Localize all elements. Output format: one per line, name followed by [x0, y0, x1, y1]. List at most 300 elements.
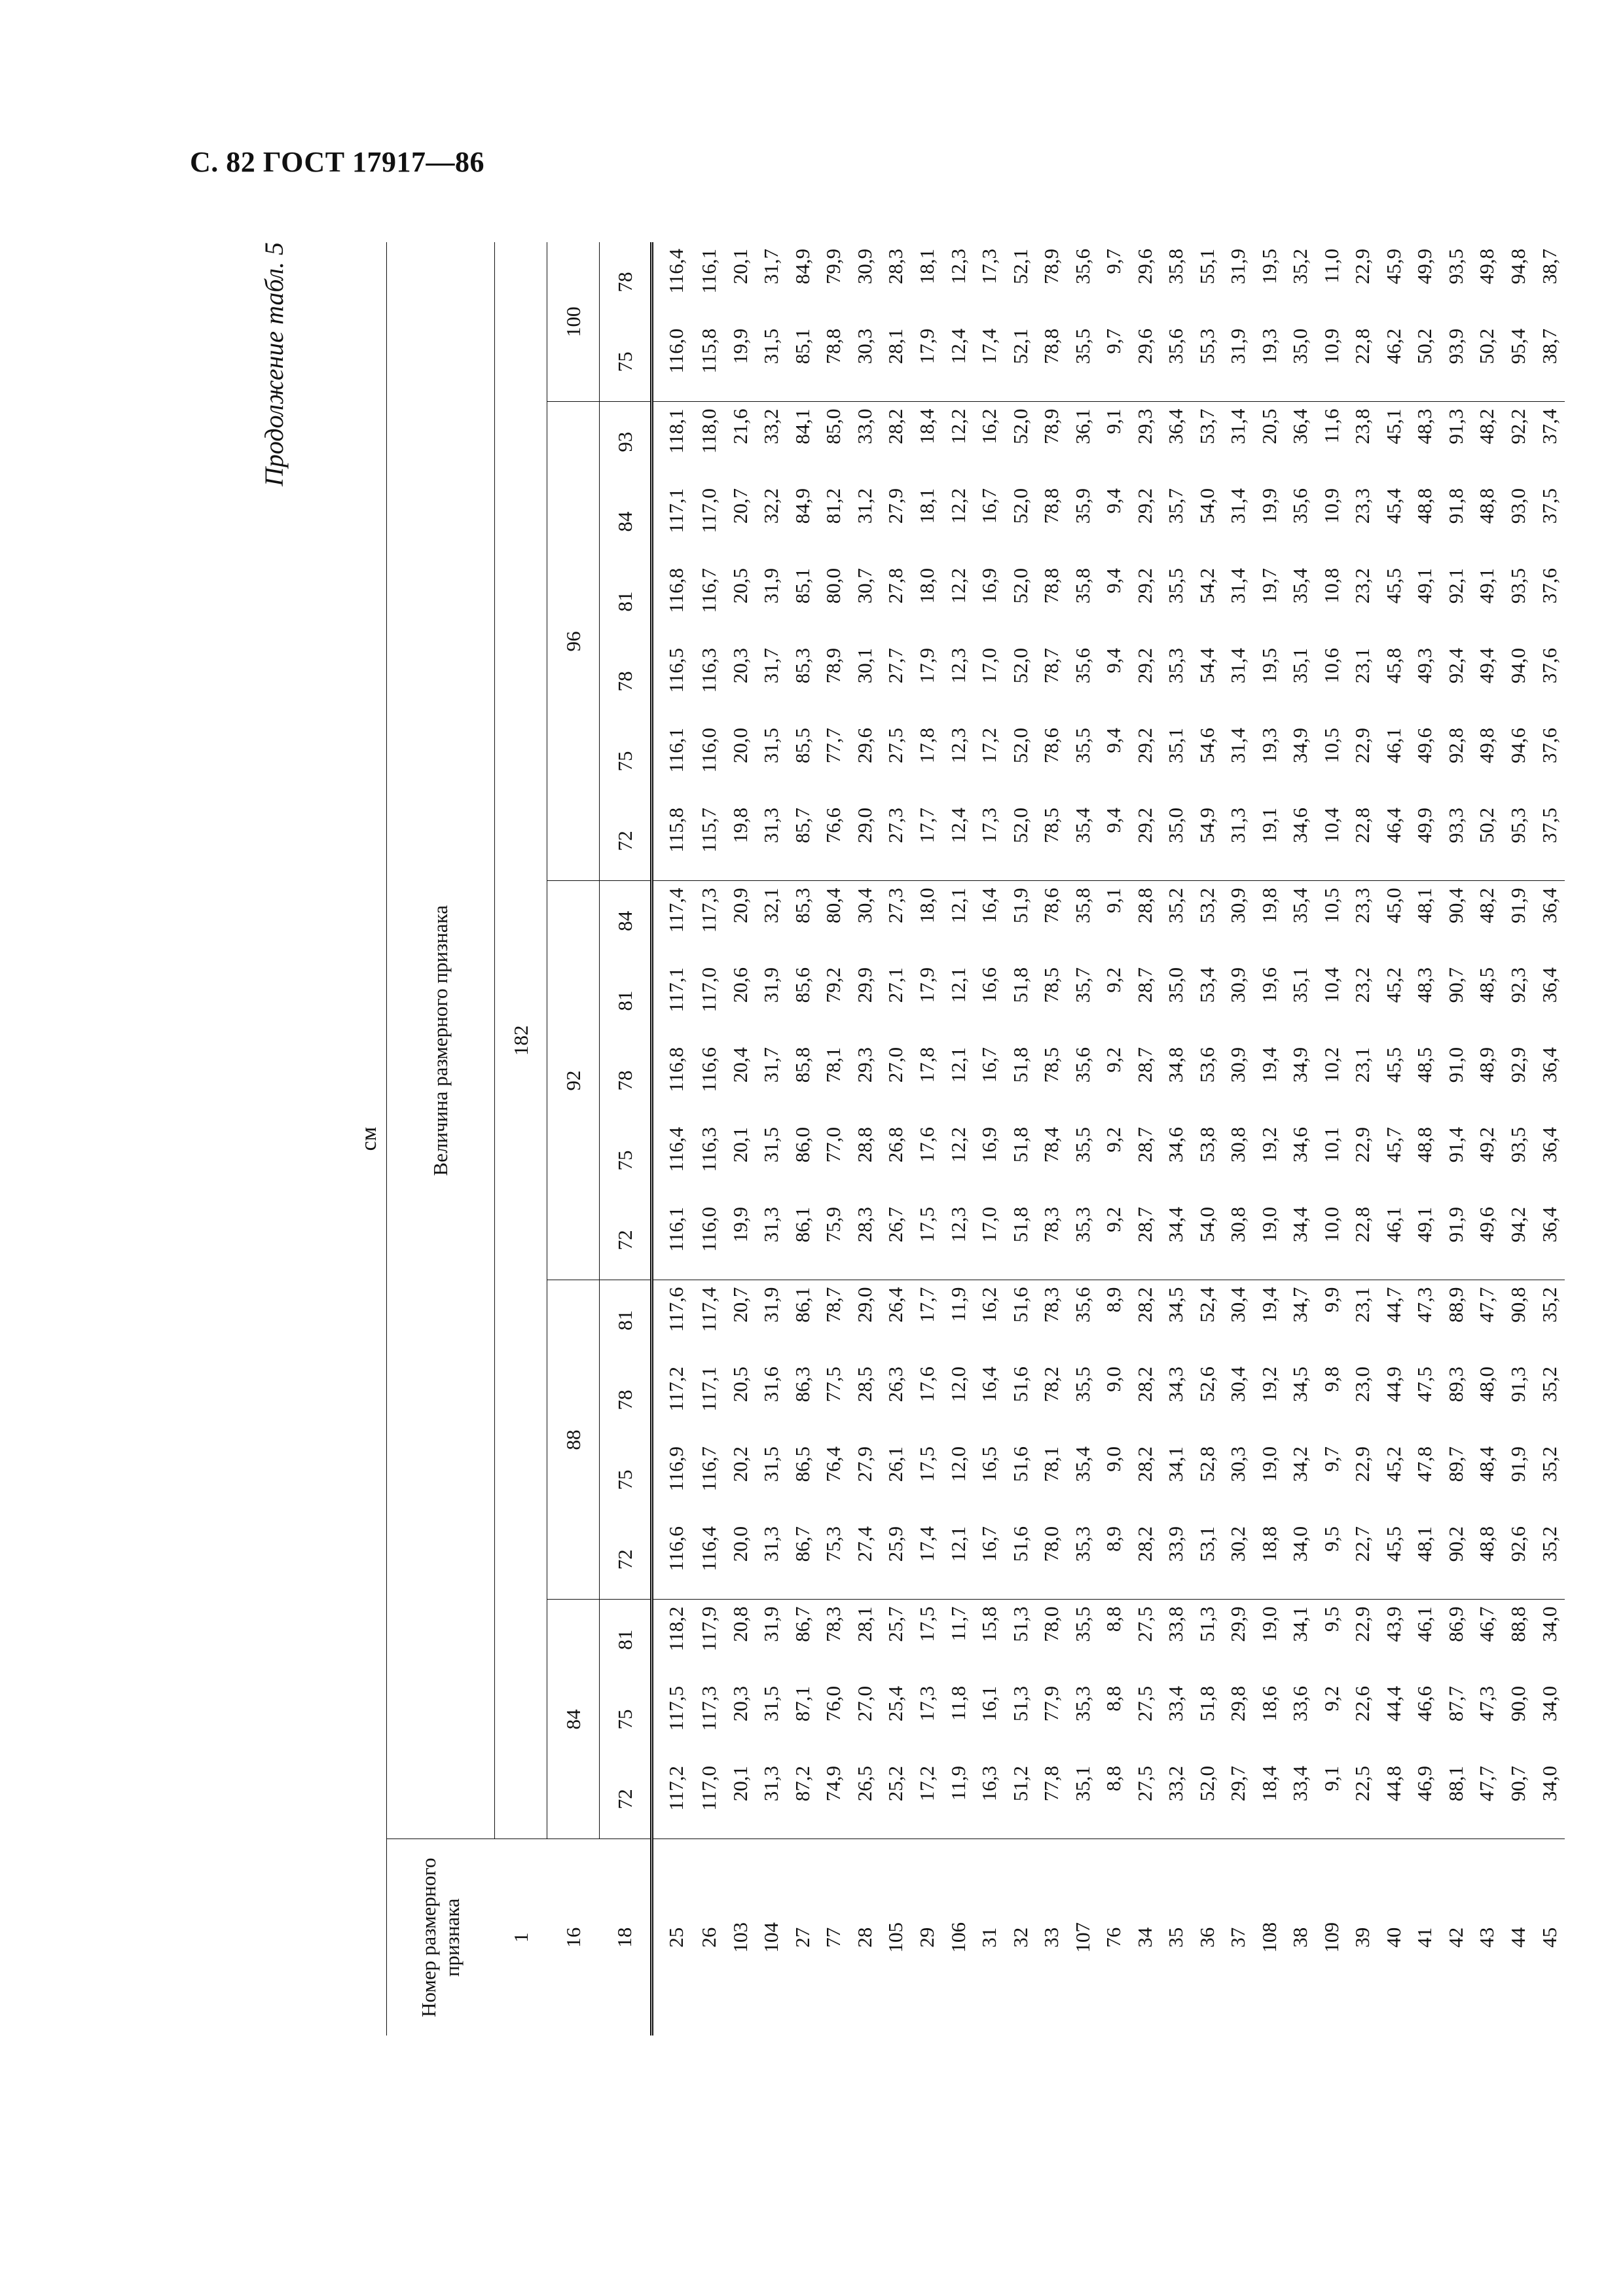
- row-number: 29: [911, 1839, 943, 2036]
- value-cell: 22,9: [1351, 1446, 1374, 1482]
- value-cell: 9,2: [1102, 1047, 1125, 1073]
- row-number: 43: [1471, 1839, 1503, 2036]
- value-cell: 16,7: [977, 1047, 1001, 1083]
- row-number: 105: [880, 1839, 911, 2036]
- value-cell: 33,8: [1164, 1606, 1188, 1642]
- value-cell: 51,3: [1008, 1606, 1032, 1642]
- value-cell: 9,2: [1319, 1686, 1343, 1712]
- value-cell: 20,3: [728, 648, 752, 684]
- header-value-title: Величина размерного признака: [387, 242, 495, 1839]
- value-cell: 49,6: [1413, 728, 1436, 764]
- table-row: [1285, 242, 1316, 2036]
- value-cell: 48,4: [1475, 1446, 1499, 1482]
- table-row: [1409, 242, 1440, 2036]
- value-cell: 116,6: [697, 1047, 721, 1092]
- value-cell: 23,1: [1351, 1047, 1374, 1083]
- value-cell: 93,5: [1506, 1127, 1529, 1163]
- value-cell: 53,1: [1191, 1520, 1222, 1600]
- value-cell: 10,4: [1315, 801, 1347, 881]
- header-p18-value: 72: [600, 801, 652, 881]
- value-cell: 17,6: [915, 1367, 938, 1403]
- value-cell: 78,5: [1036, 801, 1067, 881]
- header-p16-group: 92: [547, 881, 600, 1280]
- value-cell: 23,3: [1351, 488, 1374, 524]
- value-cell: 117,6: [665, 1287, 688, 1333]
- value-cell: 28,8: [852, 1127, 876, 1163]
- value-cell: 48,8: [1475, 488, 1499, 524]
- table-continuation-label: Продолжение табл. 5: [259, 242, 289, 487]
- value-cell: 9,4: [1098, 801, 1129, 881]
- value-cell: 31,9: [759, 568, 783, 604]
- header-p18-value: 84: [600, 482, 652, 562]
- value-cell: 117,1: [665, 967, 688, 1013]
- value-cell: 78,7: [1040, 648, 1063, 684]
- value-cell: 51,9: [1008, 888, 1032, 924]
- header-p16-group: 100: [547, 242, 600, 402]
- table-row: [1533, 242, 1565, 2036]
- value-cell: 116,1: [652, 1200, 694, 1280]
- header-p16-group: 84: [547, 1600, 600, 1839]
- value-cell: 116,4: [693, 1520, 725, 1600]
- value-cell: 20,1: [728, 249, 752, 285]
- header-p18-value: 78: [600, 242, 652, 322]
- value-cell: 35,0: [1164, 967, 1188, 1003]
- table-row: [1503, 242, 1534, 2036]
- size-table: [386, 242, 1565, 2036]
- value-cell: 92,2: [1506, 408, 1529, 444]
- value-cell: 9,1: [1319, 1766, 1343, 1791]
- header-p18-value: 93: [600, 402, 652, 482]
- value-cell: 91,3: [1444, 408, 1467, 444]
- value-cell: 29,6: [1129, 322, 1160, 402]
- value-cell: 45,0: [1381, 888, 1405, 924]
- value-cell: 47,7: [1475, 1287, 1499, 1323]
- value-cell: 115,7: [693, 801, 725, 881]
- value-cell: 35,3: [1067, 1520, 1098, 1600]
- value-cell: 45,7: [1381, 1127, 1405, 1163]
- value-cell: 37,5: [1533, 801, 1565, 881]
- value-cell: 29,2: [1133, 488, 1156, 524]
- value-cell: 34,0: [1285, 1520, 1316, 1600]
- value-cell: 30,9: [1226, 967, 1250, 1003]
- value-cell: 20,7: [728, 1287, 752, 1323]
- value-cell: 117,1: [665, 488, 688, 533]
- value-cell: 35,6: [1070, 249, 1094, 285]
- value-cell: 28,2: [1129, 1520, 1160, 1600]
- value-cell: 27,5: [1133, 1686, 1156, 1722]
- value-cell: 31,4: [1226, 648, 1250, 684]
- value-cell: 12,0: [946, 1367, 970, 1403]
- value-cell: 117,3: [697, 888, 721, 933]
- value-cell: 52,4: [1195, 1287, 1218, 1323]
- value-cell: 19,6: [1257, 967, 1281, 1003]
- table-row: [942, 242, 974, 2036]
- value-cell: 78,1: [1040, 1446, 1063, 1482]
- value-cell: 37,6: [1537, 648, 1561, 684]
- row-number: 40: [1377, 1839, 1409, 2036]
- value-cell: 23,2: [1351, 568, 1374, 604]
- value-cell: 118,1: [665, 408, 688, 454]
- value-cell: 117,0: [697, 967, 721, 1013]
- value-cell: 37,4: [1537, 408, 1561, 444]
- value-cell: 29,7: [1226, 1766, 1250, 1802]
- value-cell: 117,0: [697, 1766, 721, 1811]
- value-cell: 35,1: [1164, 728, 1188, 764]
- value-cell: 93,9: [1440, 322, 1472, 402]
- value-cell: 25,9: [880, 1520, 911, 1600]
- value-cell: 78,8: [818, 322, 849, 402]
- value-cell: 26,3: [884, 1367, 907, 1403]
- header-p16-group: 88: [547, 1280, 600, 1600]
- value-cell: 84,1: [790, 408, 814, 444]
- value-cell: 51,6: [1008, 1446, 1032, 1482]
- value-cell: 86,7: [787, 1520, 818, 1600]
- value-cell: 49,8: [1475, 249, 1499, 285]
- value-cell: 49,9: [1409, 801, 1440, 881]
- value-cell: 35,6: [1070, 648, 1094, 684]
- value-cell: 29,6: [1133, 249, 1156, 285]
- value-cell: 19,3: [1257, 728, 1281, 764]
- value-cell: 85,6: [790, 967, 814, 1003]
- value-cell: 46,1: [1381, 728, 1405, 764]
- value-cell: 18,4: [915, 408, 938, 444]
- table-row: [787, 242, 818, 2036]
- value-cell: 10,5: [1319, 728, 1343, 764]
- value-cell: 78,7: [822, 1287, 845, 1323]
- value-cell: 87,7: [1444, 1686, 1467, 1722]
- value-cell: 90,7: [1506, 1766, 1529, 1802]
- value-cell: 10,6: [1319, 648, 1343, 684]
- value-cell: 27,0: [884, 1047, 907, 1083]
- value-cell: 10,2: [1319, 1047, 1343, 1083]
- table-row: [1129, 242, 1160, 2036]
- value-cell: 51,3: [1195, 1606, 1218, 1642]
- value-cell: 9,4: [1102, 648, 1125, 673]
- value-cell: 10,4: [1319, 967, 1343, 1003]
- value-cell: 9,1: [1102, 408, 1125, 435]
- value-cell: 30,9: [1226, 1047, 1250, 1083]
- value-cell: 22,9: [1351, 728, 1374, 764]
- value-cell: 53,2: [1195, 888, 1218, 924]
- value-cell: 55,1: [1195, 249, 1218, 285]
- table-row: [1440, 242, 1472, 2036]
- value-cell: 116,8: [665, 1047, 688, 1092]
- value-cell: 116,0: [693, 1200, 725, 1280]
- value-cell: 52,0: [1008, 408, 1032, 444]
- value-cell: 35,5: [1067, 322, 1098, 402]
- value-cell: 25,7: [884, 1606, 907, 1642]
- value-cell: 29,3: [1133, 408, 1156, 444]
- table-row: [974, 242, 1005, 2036]
- value-cell: 117,1: [697, 1367, 721, 1412]
- value-cell: 117,4: [665, 888, 688, 933]
- value-cell: 27,8: [884, 568, 907, 604]
- value-cell: 27,5: [1133, 1606, 1156, 1642]
- value-cell: 20,0: [725, 1520, 756, 1600]
- value-cell: 18,1: [915, 488, 938, 524]
- value-cell: 117,4: [697, 1287, 721, 1333]
- value-cell: 16,4: [977, 1367, 1001, 1403]
- value-cell: 16,4: [977, 888, 1001, 924]
- value-cell: 30,3: [1226, 1446, 1250, 1482]
- value-cell: 34,2: [1288, 1446, 1312, 1482]
- value-cell: 28,8: [1133, 888, 1156, 924]
- value-cell: 34,3: [1164, 1367, 1188, 1403]
- value-cell: 35,3: [1070, 1686, 1094, 1722]
- value-cell: 20,5: [1257, 408, 1281, 444]
- value-cell: 17,9: [915, 967, 938, 1003]
- value-cell: 28,2: [884, 408, 907, 444]
- value-cell: 35,2: [1533, 1520, 1565, 1600]
- value-cell: 36,4: [1537, 1047, 1561, 1083]
- value-cell: 20,8: [728, 1606, 752, 1642]
- value-cell: 10,0: [1315, 1200, 1347, 1280]
- value-cell: 9,7: [1098, 322, 1129, 402]
- value-cell: 33,4: [1288, 1766, 1312, 1802]
- value-cell: 27,1: [884, 967, 907, 1003]
- value-cell: 19,8: [1257, 888, 1281, 924]
- value-cell: 48,1: [1409, 1520, 1440, 1600]
- value-cell: 35,2: [1288, 249, 1312, 285]
- value-cell: 51,8: [1004, 1200, 1036, 1280]
- table-row: [1191, 242, 1222, 2036]
- table-row: [652, 242, 694, 2036]
- value-cell: 34,6: [1164, 1127, 1188, 1163]
- value-cell: 85,1: [787, 322, 818, 402]
- value-cell: 16,1: [977, 1686, 1001, 1722]
- value-cell: 52,0: [1008, 648, 1032, 684]
- value-cell: 86,9: [1444, 1606, 1467, 1642]
- value-cell: 35,5: [1070, 1606, 1094, 1642]
- table-row: [849, 242, 881, 2036]
- header-col-number-1: 1: [495, 1839, 547, 2036]
- value-cell: 23,3: [1351, 888, 1374, 924]
- value-cell: 91,4: [1444, 1127, 1467, 1163]
- value-cell: 31,3: [756, 1200, 787, 1280]
- value-cell: 17,5: [915, 1606, 938, 1642]
- value-cell: 22,9: [1351, 1127, 1374, 1163]
- table-row: [1253, 242, 1285, 2036]
- value-cell: 19,2: [1257, 1367, 1281, 1403]
- value-cell: 54,6: [1195, 728, 1218, 764]
- value-cell: 35,1: [1288, 967, 1312, 1003]
- value-cell: 19,5: [1257, 648, 1281, 684]
- value-cell: 91,9: [1440, 1200, 1472, 1280]
- value-cell: 16,5: [977, 1446, 1001, 1482]
- value-cell: 17,5: [915, 1446, 938, 1482]
- value-cell: 116,3: [697, 648, 721, 693]
- value-cell: 78,9: [1040, 408, 1063, 444]
- value-cell: 50,2: [1471, 801, 1503, 881]
- value-cell: 78,6: [1040, 728, 1063, 764]
- value-cell: 52,0: [1004, 801, 1036, 881]
- value-cell: 25,4: [884, 1686, 907, 1722]
- value-cell: 79,9: [822, 249, 845, 285]
- value-cell: 22,8: [1347, 801, 1378, 881]
- value-cell: 30,3: [849, 322, 881, 402]
- value-cell: 19,4: [1257, 1287, 1281, 1323]
- value-cell: 31,7: [759, 1047, 783, 1083]
- value-cell: 35,1: [1070, 1766, 1094, 1802]
- value-cell: 48,1: [1413, 888, 1436, 924]
- value-cell: 16,9: [977, 568, 1001, 604]
- value-cell: 35,1: [1288, 648, 1312, 684]
- value-cell: 95,4: [1503, 322, 1534, 402]
- value-cell: 27,5: [1133, 1766, 1156, 1802]
- value-cell: 22,7: [1347, 1520, 1378, 1600]
- value-cell: 31,5: [759, 1446, 783, 1482]
- value-cell: 49,9: [1413, 249, 1436, 285]
- value-cell: 53,7: [1195, 408, 1218, 444]
- value-cell: 116,0: [652, 322, 694, 402]
- value-cell: 47,8: [1413, 1446, 1436, 1482]
- value-cell: 44,8: [1381, 1766, 1405, 1802]
- value-cell: 28,2: [1133, 1287, 1156, 1323]
- value-cell: 30,4: [852, 888, 876, 924]
- row-number: 39: [1347, 1839, 1378, 2036]
- header-col-number-16: 16: [547, 1839, 600, 2036]
- value-cell: 9,9: [1319, 1287, 1343, 1313]
- value-cell: 38,7: [1537, 249, 1561, 285]
- value-cell: 116,7: [697, 568, 721, 613]
- value-cell: 27,0: [852, 1686, 876, 1722]
- value-cell: 91,3: [1506, 1367, 1529, 1403]
- header-p18-value: 75: [600, 1679, 652, 1759]
- value-cell: 78,8: [1040, 568, 1063, 604]
- value-cell: 20,2: [728, 1446, 752, 1482]
- value-cell: 8,8: [1102, 1686, 1125, 1712]
- value-cell: 48,3: [1413, 967, 1436, 1003]
- row-number: 25: [652, 1839, 694, 2036]
- value-cell: 31,5: [759, 728, 783, 764]
- value-cell: 116,5: [665, 648, 688, 693]
- value-cell: 34,4: [1160, 1200, 1192, 1280]
- value-cell: 19,8: [725, 801, 756, 881]
- value-cell: 92,8: [1444, 728, 1467, 764]
- table-row: [1004, 242, 1036, 2036]
- value-cell: 16,3: [977, 1766, 1001, 1802]
- value-cell: 84,9: [790, 488, 814, 524]
- value-cell: 78,3: [1036, 1200, 1067, 1280]
- value-cell: 17,7: [915, 1287, 938, 1323]
- value-cell: 49,2: [1475, 1127, 1499, 1163]
- value-cell: 12,4: [942, 322, 974, 402]
- value-cell: 26,1: [884, 1446, 907, 1482]
- value-cell: 35,8: [1070, 568, 1094, 604]
- value-cell: 17,5: [911, 1200, 943, 1280]
- header-p18-value: 72: [600, 1759, 652, 1839]
- value-cell: 30,7: [852, 568, 876, 604]
- value-cell: 29,2: [1133, 568, 1156, 604]
- value-cell: 34,5: [1164, 1287, 1188, 1323]
- value-cell: 78,0: [1040, 1606, 1063, 1642]
- value-cell: 11,9: [946, 1287, 970, 1322]
- row-number: 37: [1222, 1839, 1254, 2036]
- value-cell: 25,2: [884, 1766, 907, 1802]
- value-cell: 81,2: [822, 488, 845, 524]
- value-cell: 46,4: [1377, 801, 1409, 881]
- value-cell: 78,8: [1040, 488, 1063, 524]
- table-row: [1160, 242, 1192, 2036]
- value-cell: 52,0: [1008, 728, 1032, 764]
- value-cell: 53,4: [1195, 967, 1218, 1003]
- value-cell: 18,0: [915, 888, 938, 924]
- value-cell: 78,0: [1036, 1520, 1067, 1600]
- value-cell: 11,8: [946, 1686, 970, 1721]
- value-cell: 51,8: [1195, 1686, 1218, 1722]
- value-cell: 54,4: [1195, 648, 1218, 684]
- value-cell: 19,7: [1257, 568, 1281, 604]
- value-cell: 51,6: [1008, 1287, 1032, 1323]
- header-col-number-18: 18: [600, 1839, 652, 2036]
- value-cell: 34,9: [1288, 1047, 1312, 1083]
- header-p18-value: 78: [600, 641, 652, 721]
- header-p18-value: 75: [600, 721, 652, 801]
- value-cell: 85,3: [790, 648, 814, 684]
- value-cell: 52,0: [1008, 568, 1032, 604]
- value-cell: 26,7: [880, 1200, 911, 1280]
- value-cell: 50,2: [1409, 322, 1440, 402]
- value-cell: 93,5: [1506, 568, 1529, 604]
- value-cell: 84,9: [790, 249, 814, 285]
- value-cell: 48,9: [1475, 1047, 1499, 1083]
- value-cell: 116,4: [665, 1127, 688, 1172]
- value-cell: 44,4: [1381, 1686, 1405, 1722]
- value-cell: 8,9: [1102, 1287, 1125, 1313]
- table-row: [1222, 242, 1254, 2036]
- value-cell: 78,2: [1040, 1367, 1063, 1403]
- value-cell: 90,7: [1444, 967, 1467, 1003]
- value-cell: 49,6: [1471, 1200, 1503, 1280]
- value-cell: 91,9: [1506, 888, 1529, 924]
- value-cell: 8,8: [1102, 1766, 1125, 1791]
- value-cell: 27,9: [884, 488, 907, 524]
- value-cell: 91,0: [1444, 1047, 1467, 1083]
- value-cell: 115,8: [652, 801, 694, 881]
- value-cell: 34,0: [1537, 1686, 1561, 1722]
- row-number: 108: [1253, 1839, 1285, 2036]
- value-cell: 33,2: [759, 408, 783, 444]
- value-cell: 34,4: [1285, 1200, 1316, 1280]
- value-cell: 33,2: [1164, 1766, 1188, 1802]
- header-p18-value: 78: [600, 1360, 652, 1440]
- value-cell: 28,5: [852, 1367, 876, 1403]
- value-cell: 44,7: [1381, 1287, 1405, 1323]
- value-cell: 94,0: [1506, 648, 1529, 684]
- value-cell: 19,2: [1257, 1127, 1281, 1163]
- value-cell: 36,1: [1070, 408, 1094, 444]
- value-cell: 17,8: [915, 728, 938, 764]
- value-cell: 28,3: [849, 1200, 881, 1280]
- value-cell: 8,9: [1098, 1520, 1129, 1600]
- value-cell: 18,6: [1257, 1686, 1281, 1722]
- value-cell: 54,2: [1195, 568, 1218, 604]
- value-cell: 9,4: [1102, 568, 1125, 594]
- value-cell: 9,0: [1102, 1367, 1125, 1392]
- value-cell: 53,6: [1195, 1047, 1218, 1083]
- value-cell: 35,6: [1070, 1287, 1094, 1323]
- value-cell: 118,0: [697, 408, 721, 454]
- value-cell: 92,3: [1506, 967, 1529, 1003]
- value-cell: 48,8: [1413, 488, 1436, 524]
- value-cell: 20,1: [728, 1766, 752, 1802]
- value-cell: 28,7: [1133, 967, 1156, 1003]
- value-cell: 20,0: [728, 728, 752, 764]
- value-cell: 85,8: [790, 1047, 814, 1083]
- value-cell: 17,3: [977, 249, 1001, 285]
- row-number: 77: [818, 1839, 849, 2036]
- header-p18-value: 75: [600, 322, 652, 402]
